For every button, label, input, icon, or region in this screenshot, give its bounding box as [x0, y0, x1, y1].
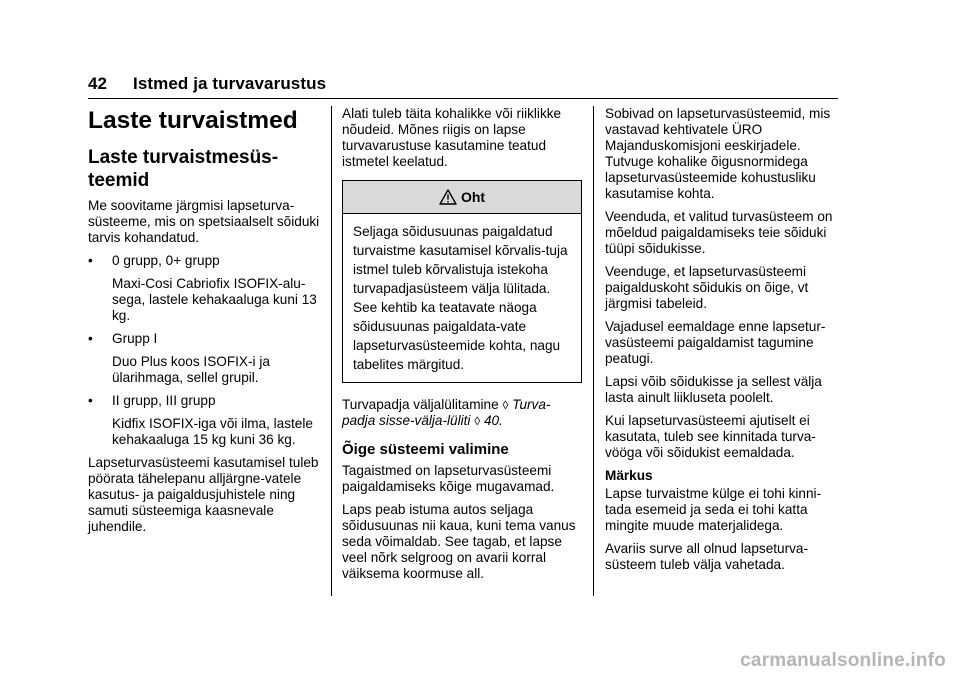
bullet-icon: • [88, 253, 93, 268]
list-item-label: Grupp I [112, 331, 158, 346]
header-rule [88, 98, 838, 99]
page-reference-icon: ◊ [474, 414, 481, 428]
regulations-paragraph: Alati tuleb täita kohalikke või riiklikke nõudeid. Mõnes riigis on lapse turvavarustuse kasutamine teatud istmetel keelatud. [342, 106, 562, 169]
chapter-title: Laste turvaistmed [88, 107, 298, 134]
paragraph: Tagaistmed on lapseturvasüsteemi paigaldamiseks kõige mugavamad. [342, 463, 555, 494]
paragraph: Laps peab istuma autos seljaga sõidusuunas nii kaua, kuni tema vanus seda võimaldab. See tagab, et lapse veel nõrk selgroog on avarii korral väiksema koormuse all. [342, 502, 576, 581]
watermark: carmanualsonline.info [740, 650, 946, 671]
warning-header [343, 181, 581, 214]
note-paragraph: Lapse turvaistme külge ei tohi kinni-tada esemeid ja seda ei tohi katta mingite muude materjalidega. [605, 486, 822, 533]
paragraph: Vajadusel eemaldage enne lapsetur-vasüsteemi paigaldamist tagumine peatugi. [605, 319, 826, 366]
column-divider-1 [331, 106, 332, 596]
cross-reference [342, 397, 582, 429]
paragraph: Sobivad on lapseturvasüsteemid, mis vastavad kehtivatele ÜRO Majanduskomisjoni eeskirjadele. Tutvuge kohalike õigusnormidega lapseturvasüsteemide kohustusliku kasutamise kohta. [605, 106, 831, 201]
list-item [88, 331, 320, 347]
section-title: Istmed ja turvavarustus [133, 74, 327, 93]
page-number: 42 [88, 74, 108, 93]
column-divider-2 [593, 106, 594, 596]
warning-text: Seljaga sõidusuunas paigaldatud turvaistme kasutamisel kõrvalis-tuja istmel tuleb kõrvalistuja istekoha turvapadjasüsteem välja lülitada. See kehtib ka teatavate näoga sõidusuunas paigaldata-vate lapseturvasüsteemide kohta, nagu tabelites märgitud. [353, 224, 568, 372]
cross-reference-page[interactable]: 40. [483, 413, 503, 428]
column-3 [605, 106, 841, 580]
bullet-icon: • [88, 331, 93, 346]
list-item [88, 393, 320, 409]
column-1 [88, 106, 320, 542]
note-paragraph: Avariis surve all olnud lapseturva-süsteem tuleb välja vahetada. [605, 541, 808, 572]
page-reference-icon: ◊ [502, 398, 509, 412]
intro-paragraph: Me soovitame järgmisi lapseturva-süsteeme, mis on spetsiaalselt sõiduki tarvis kohandatud. [88, 198, 320, 245]
list-item-detail: Duo Plus koos ISOFIX-i ja ülarihmaga, sellel grupil. [112, 354, 270, 385]
page-header [88, 74, 326, 94]
cross-reference-text: Turvapadja väljalülitamine [342, 397, 499, 412]
list-item-label: II grupp, III grupp [112, 393, 216, 408]
paragraph: Lapsi võib sõidukisse ja sellest välja lasta ainult liikluseta poolelt. [605, 374, 822, 405]
warning-label: Oht [460, 189, 486, 205]
list-item-detail: Kidfix ISOFIX-iga või ilma, lastele kehakaaluga 15 kg kuni 36 kg. [112, 416, 313, 447]
list-item-label: 0 grupp, 0+ grupp [112, 253, 220, 268]
warning-icon [439, 189, 457, 205]
note-label: Märkus [605, 468, 653, 483]
warning-box [342, 180, 582, 383]
cross-reference-link[interactable]: Turva-padja sisse-välja-lüliti [342, 397, 551, 428]
bullet-icon: • [88, 393, 93, 408]
list-item-detail: Maxi-Cosi Cabriofix ISOFIX-alu-sega, lastele kehakaaluga kuni 13 kg. [112, 276, 317, 323]
list-item [88, 253, 320, 269]
subsection-heading: Õige süsteemi valimine [342, 441, 509, 458]
column-2 [342, 106, 582, 589]
paragraph: Veenduge, et lapseturvasüsteemi paigalduskoht sõidukis on õige, vt järgmisi tabeleid. [605, 264, 809, 311]
paragraph: Veenduda, et valitud turvasüsteem on mõeldud paigaldamiseks teie sõiduki tüüpi sõidukisse. [605, 209, 833, 256]
section-heading: Laste turvaistmesüs- teemid [88, 147, 279, 191]
paragraph: Kui lapseturvasüsteemi ajutiselt ei kasutata, tuleb see kinnitada turva-vööga või sõidukist eemaldada. [605, 413, 816, 460]
closing-paragraph: Lapseturvasüsteemi kasutamisel tuleb pöörata tähelepanu alljärgne-vatele kasutus- ja paigaldusjuhistele ning samuti süsteemiga kaasnevale juhendile. [88, 455, 319, 534]
